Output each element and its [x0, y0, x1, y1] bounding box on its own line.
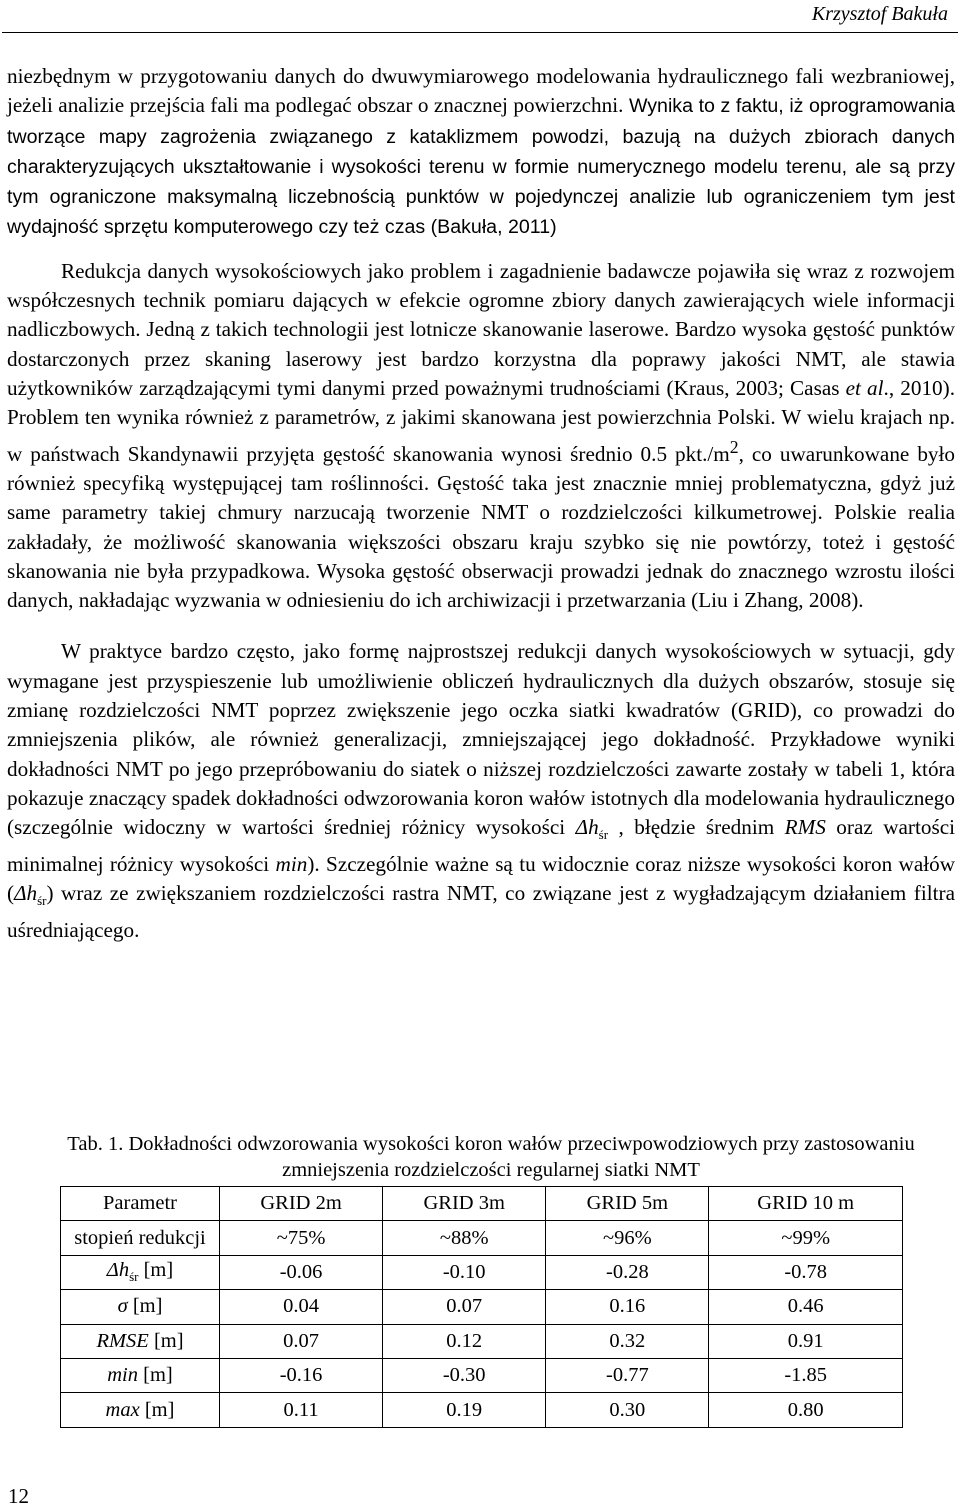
table-cell: 0.32: [546, 1324, 709, 1358]
table-header-cell: GRID 2m: [220, 1187, 383, 1221]
body-text: [7, 62, 955, 945]
table-cell: ~75%: [220, 1221, 383, 1255]
table-row-label: [61, 1255, 220, 1289]
table-row: [61, 1255, 903, 1289]
paragraph-2-text-a: Redukcja danych wysokościowych jako problem i zagadnienie badawcze pojawiła się wraz z rozwojem współczesnych technik pomiaru dających w efekcie ogromne zbiory danych zawierających wiele informacji nadliczbowych. Jedną z takich technologii jest lotnicze skanowanie laserowe. Bardzo wysoka gęstość punktów dostarczonych przez skaning laserowy jest bardzo korzystna dla poprawy jakości NMT, ale stawia użytkowników zarządzającymi tymi danymi przed poważnymi trudnościami (Kraus, 2003; Casas: [7, 258, 955, 400]
table-cell: -1.85: [709, 1358, 903, 1392]
table-cell: -0.16: [220, 1358, 383, 1392]
table-cell: 0.80: [709, 1393, 903, 1427]
table-cell: 0.07: [383, 1290, 546, 1324]
table-cell: ~99%: [709, 1221, 903, 1255]
table-cell: 0.07: [220, 1324, 383, 1358]
table-row-label: [61, 1358, 220, 1392]
paragraph-1-serif: niezbędnym w przygotowaniu danych do dwuwymiarowego modelowania hydraulicznego fali wezbraniowej, jeżeli analizie przejścia fali ma podlegać obszar o znacznej powierzchni.: [7, 64, 955, 118]
paragraph-3-min: min: [275, 851, 308, 876]
table-header-row: [61, 1187, 903, 1221]
paragraph-2-superscript: 2: [729, 436, 739, 457]
table-row: [61, 1393, 903, 1427]
paragraph-3-sub-sr-2: śr: [37, 893, 47, 909]
page-header: [0, 0, 960, 38]
row-label-symbol: Δh: [106, 1259, 130, 1282]
paragraph-3-text-a: W praktyce bardzo często, jako formę najprostszej redukcji danych wysokościowych w sytuacji, gdy wymagane jest przyspieszenie lub umożliwienie obliczeń hydraulicznych dla dużych obszarów, stosuje się zmianę rozdzielczości NMT poprzez zwiększenie jego oczka siatki kwadratów (GRID), co prowadzi do zmniejszenia plików, ale również generalizacji, zmniejszającej jego dokładność. Przykładowe wyniki dokładności NMT po jego przepróbowaniu do siatek o niższej rozdzielczości zawarte zostały w tabeli 1, która pokazuje znaczący spadek dokładności odwzorowania koron wałów istotnych dla modelowania hydraulicznego (szczególnie widoczny w wartości średniej różnicy wysokości: [7, 639, 955, 840]
table-cell: 0.12: [383, 1324, 546, 1358]
table-cell: 0.91: [709, 1324, 903, 1358]
row-label-symbol: max: [105, 1398, 140, 1421]
table-cell: 0.46: [709, 1290, 903, 1324]
paragraph-3-text-e: ) wraz ze zwiększaniem rozdzielczości rastra NMT, co związane jest z wygładzającym działaniem filtra uśredniającego.: [7, 881, 955, 942]
table-cell: 0.11: [220, 1393, 383, 1427]
paragraph-3-delta-h: Δh: [575, 815, 599, 840]
table-cell: ~96%: [546, 1221, 709, 1255]
table-header-cell: GRID 3m: [383, 1187, 546, 1221]
table-row-label: [61, 1324, 220, 1358]
paragraph-1: [7, 62, 955, 243]
table-row: [61, 1358, 903, 1392]
table-cell: 0.16: [546, 1290, 709, 1324]
table-cell: 0.04: [220, 1290, 383, 1324]
paragraph-3: [7, 637, 955, 944]
row-label-unit: [m]: [138, 1259, 174, 1282]
row-label-unit: [m]: [138, 1364, 173, 1387]
header-author: Krzysztof Bakuła: [811, 3, 948, 25]
row-label-symbol: min: [107, 1364, 138, 1387]
paragraph-3-rms: RMS: [784, 815, 826, 840]
table-cell: -0.06: [220, 1255, 383, 1289]
table-caption: [56, 1131, 926, 1183]
row-label-unit: [m]: [127, 1295, 163, 1318]
header-rule: [2, 32, 958, 33]
paragraph-3-text-b: , błędzie średnim: [608, 815, 785, 840]
paragraph-2-text-c: , co uwarunkowane było również specyfiką występującej tam roślinności. Gęstość taka jest znacznie mniej problematyczna, gdyż już same parametry takiej chmury narzucają tworzenie NMT o rozdzielczości kilkumetrowej. Polskie realia zakładały, że możliwość skanowania większości obszaru kraju szybko się nie powtórzy, toteż i gęstość skanowania nie była przypadkowa. Wysoka gęstość obserwacji prowadzi jednak do znacznego wzrostu ilości danych, nakładając wyzwania w odniesieniu do ich archiwizacji i przetwarzania (Liu i Zhang, 2008).: [7, 441, 955, 613]
row-label-text: stopień redukcji: [74, 1226, 206, 1249]
table-cell: -0.28: [546, 1255, 709, 1289]
table-header-cell: Parametr: [61, 1187, 220, 1221]
table-row-label: [61, 1221, 220, 1255]
table-header-cell: GRID 5m: [546, 1187, 709, 1221]
table-header-cell: GRID 10 m: [709, 1187, 903, 1221]
table-cell: -0.30: [383, 1358, 546, 1392]
table-row: [61, 1221, 903, 1255]
table-cell: -0.10: [383, 1255, 546, 1289]
table-caption-text: Dokładności odwzorowania wysokości koron wałów przeciwpowodziowych przy zastosowaniu zmniejszenia rozdzielczości regularnej siatki NMT: [123, 1133, 915, 1181]
table-cell: 0.19: [383, 1393, 546, 1427]
paragraph-3-text-d: ). Szczególnie ważne są tu widocznie coraz niższe wysokości koron wałów (: [7, 851, 956, 906]
paragraph-3-text-c: oraz wartości minimalnej różnicy wysokości: [7, 815, 956, 876]
paragraph-3-sub-sr: śr: [598, 827, 609, 843]
row-label-unit: [m]: [139, 1398, 175, 1421]
table-cell: -0.77: [546, 1358, 709, 1392]
table-caption-label: Tab. 1.: [67, 1133, 124, 1155]
table-cell: ~88%: [383, 1221, 546, 1255]
row-label-symbol: RMSE: [96, 1329, 149, 1352]
row-label-unit: [m]: [148, 1329, 184, 1352]
row-label-symbol: σ: [117, 1295, 128, 1318]
paragraph-3-delta-h-2: Δh: [14, 881, 38, 906]
table-row-label: [61, 1393, 220, 1427]
paragraph-1-sans: Wynika to z faktu, iż oprogramowania tworzące mapy zagrożenia związanego z kataklizmem powodzi, bazują na dużych zbiorach danych charakteryzujących ukształtowanie i wysokości terenu w formie numerycznego modelu terenu, ale są przy tym ograniczone maksymalną liczebnością punktów w pojedynczej analizie lub ograniczeniem tym jest wydajność sprzętu komputerowego czy też czas (Bakuła, 2011): [7, 95, 955, 239]
table-row: [61, 1290, 903, 1324]
paragraph-2: [7, 257, 955, 616]
paragraph-2-et-al: et al: [845, 375, 884, 400]
paragraph-2-text-b: ., 2010). Problem ten wynika również z parametrów, z jakimi skanowana jest powierzchnia Polski. W wielu krajach np. w państwach Skandynawii przyjęta gęstość skanowania wynosi średnio 0.5 pkt./m: [7, 375, 956, 466]
table-cell: -0.78: [709, 1255, 903, 1289]
table-cell: 0.30: [546, 1393, 709, 1427]
row-label-subscript: śr: [129, 1269, 139, 1285]
accuracy-table: [60, 1186, 903, 1428]
table-row-label: [61, 1290, 220, 1324]
table-row: [61, 1324, 903, 1358]
page-number: 12: [8, 1484, 29, 1508]
